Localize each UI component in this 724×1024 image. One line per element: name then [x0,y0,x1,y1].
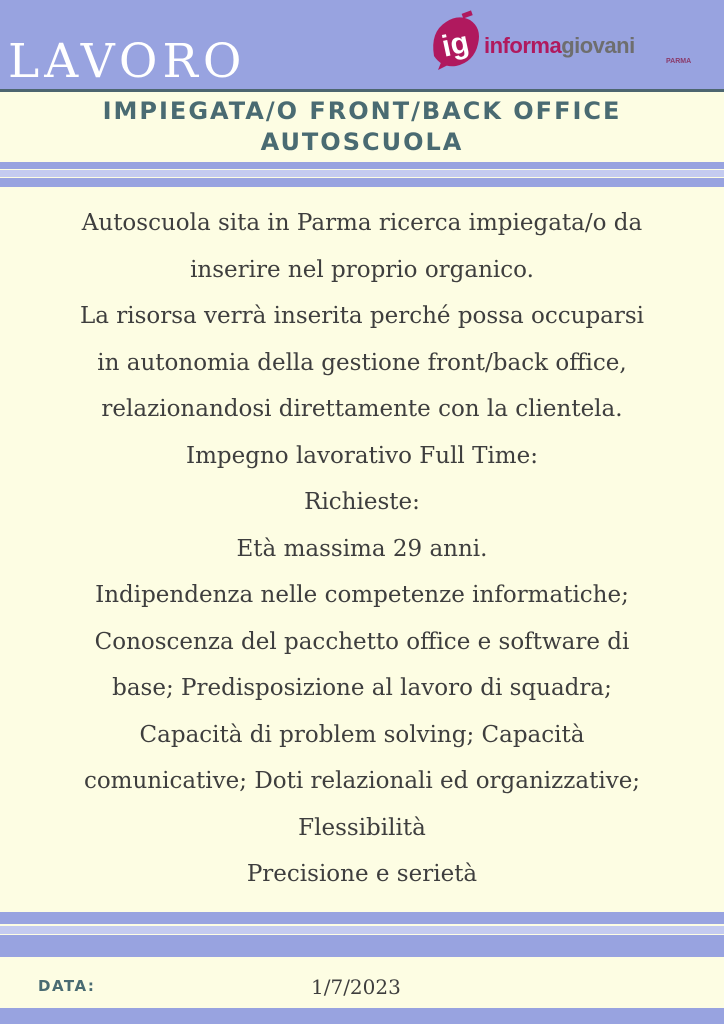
description-line: inserire nel proprio organico. [190,256,534,283]
divider-band [0,912,724,924]
divider-band-light [0,170,724,177]
description-line: La risorsa verrà inserita perché possa occuparsi [79,303,645,329]
job-title-line: AUTOSCUOLA [260,128,464,156]
section-title: LAVORO [8,34,247,89]
description-line: in autonomia della gestione front/back office, [97,349,627,376]
description-line: Età massima 29 anni. [236,535,488,562]
logo-wordmark-giovani: giovani [561,33,635,58]
description-line: Impegno lavorativo Full Time: [186,442,538,469]
job-description [14,200,710,898]
header-rule [0,89,724,92]
description-line: Flessibilità [298,814,426,841]
description-line: Capacità di problem solving; Capacità [139,721,585,748]
divider-band [0,178,724,187]
description-line: Indipendenza nelle competenze informatiche; [95,582,629,608]
logo-wordmark-informa: informa [484,33,562,58]
description-line: Precisione e serietà [246,861,478,887]
footer-band [0,1008,724,1024]
logo-mark-letters: ig [438,25,472,64]
job-title [0,96,724,158]
description-line: comunicative; Doti relazionali ed organizzative; [83,768,641,794]
logo-city: PARMA [666,58,692,65]
logo-wordmark [484,34,635,58]
description-line: Conoscenza del pacchetto office e software di [94,628,630,655]
divider-band [0,162,724,169]
divider-band [0,935,724,957]
job-title-line: IMPIEGATA/O FRONT/BACK OFFICE [102,97,622,125]
description-line: relazionandosi direttamente con la clientela. [101,396,623,422]
divider-band-light [0,926,724,934]
description-line: base; Predisposizione al lavoro di squadra; [112,675,612,701]
date-value: 1/7/2023 [311,975,401,999]
informagiovani-logo-mark [428,10,484,72]
date-label: DATA: [38,977,96,995]
description-line: Richieste: [304,489,420,515]
informagiovani-logo [428,8,702,76]
description-line: Autoscuola sita in Parma ricerca impiegata/o da [81,210,643,236]
